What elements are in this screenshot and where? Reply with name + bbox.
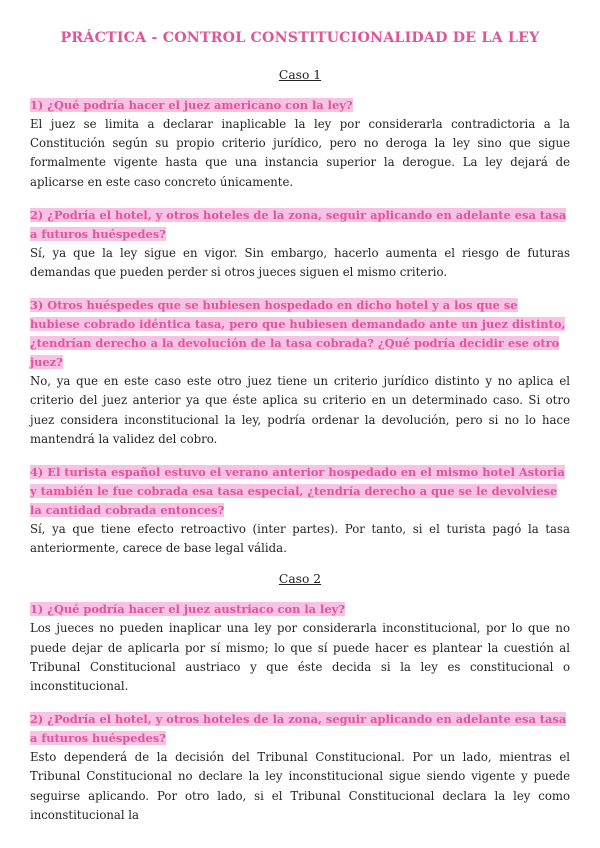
- answer-text: Los jueces no pueden inaplicar una ley por considerarla inconstitucional, por lo que no puede dejar de aplicarla por sí mismo; lo que sí puede hacer es plantear la cuestión al Tribunal Constitucional austriaco y que éste decida si la ley es constitucional o inconstitucional.: [30, 621, 570, 694]
- answer-text: Esto dependerá de la decisión del Tribunal Constitucional. Por un lado, mientras el Tribunal Constitucional no declare la ley inconstitucional sigue siendo vigente y puede seguirse aplicando. Por otro lado, si el Tribunal Constitucional declara la ley como inconstitucional la: [30, 750, 570, 822]
- qa-item: [30, 600, 570, 696]
- answer-text: El juez se limita a declarar inaplicable la ley por considerarla contradictoria a la Constitución según su propio criterio jurídico, pero no deroga la ley sino que sigue formalmente vigente hasta que una instancia superior la derogue. La ley dejará de aplicarse en este caso concreto únicamente.: [30, 117, 570, 189]
- document-title: PRÁCTICA - CONTROL CONSTITUCIONALIDAD DE LA LEY: [60, 30, 540, 46]
- answer-text: No, ya que en este caso este otro juez tiene un criterio jurídico distinto y no aplica el criterio del juez anterior ya que éste aplica su criterio en un determinado caso. Si otro juez considera inconstitucional la ley, podría ordenar la devolución, pero si no lo hace mantendrá la validez del cobro.: [30, 374, 570, 446]
- question-text: 1) ¿Qué podría hacer el juez americano con la ley?: [30, 98, 353, 112]
- question-text: 2) ¿Podría el hotel, y otros hoteles de la zona, seguir aplicando en adelante esa tasa a futuros huéspedes?: [30, 712, 567, 746]
- question-text: 3) Otros huéspedes que se hubiesen hospedado en dicho hotel y a los que se hubiese cobrado idéntica tasa, pero que hubiesen demandado ante un juez distinto, ¿tendrían derecho a la devolución de la tasa cobrada? ¿Qué podría decidir ese otro juez?: [30, 298, 566, 370]
- question-text: 1) ¿Qué podría hacer el juez austriaco con la ley?: [30, 602, 345, 617]
- question-text: 4) El turista español estuvo el verano anterior hospedado en el mismo hotel Astoria y también le fue cobrada esa tasa especial, ¿tendría derecho a que se le devolviese la cantidad cobrada entonces?: [30, 465, 565, 518]
- answer-text: Sí, ya que tiene efecto retroactivo (inter partes). Por tanto, si el turista pagó la tasa anteriormente, carece de base legal válida.: [30, 522, 570, 556]
- case-heading: Caso 2: [278, 572, 322, 587]
- case-2-section: [30, 572, 570, 825]
- qa-item: [30, 463, 570, 558]
- qa-item: [30, 296, 570, 449]
- qa-item: [30, 206, 570, 282]
- answer-text: Sí, ya que la ley sigue en vigor. Sin embargo, hacerlo aumenta el riesgo de futuras demandas que pueden perder si otros jueces siguen el mismo criterio.: [30, 245, 570, 280]
- qa-item: [30, 710, 570, 825]
- case-1-section: [30, 68, 570, 558]
- case-heading: Caso 1: [278, 68, 322, 82]
- qa-item: [30, 96, 570, 192]
- question-text: 2) ¿Podría el hotel, y otros hoteles de la zona, seguir aplicando en adelante esa tasa a futuros huéspedes?: [30, 207, 567, 241]
